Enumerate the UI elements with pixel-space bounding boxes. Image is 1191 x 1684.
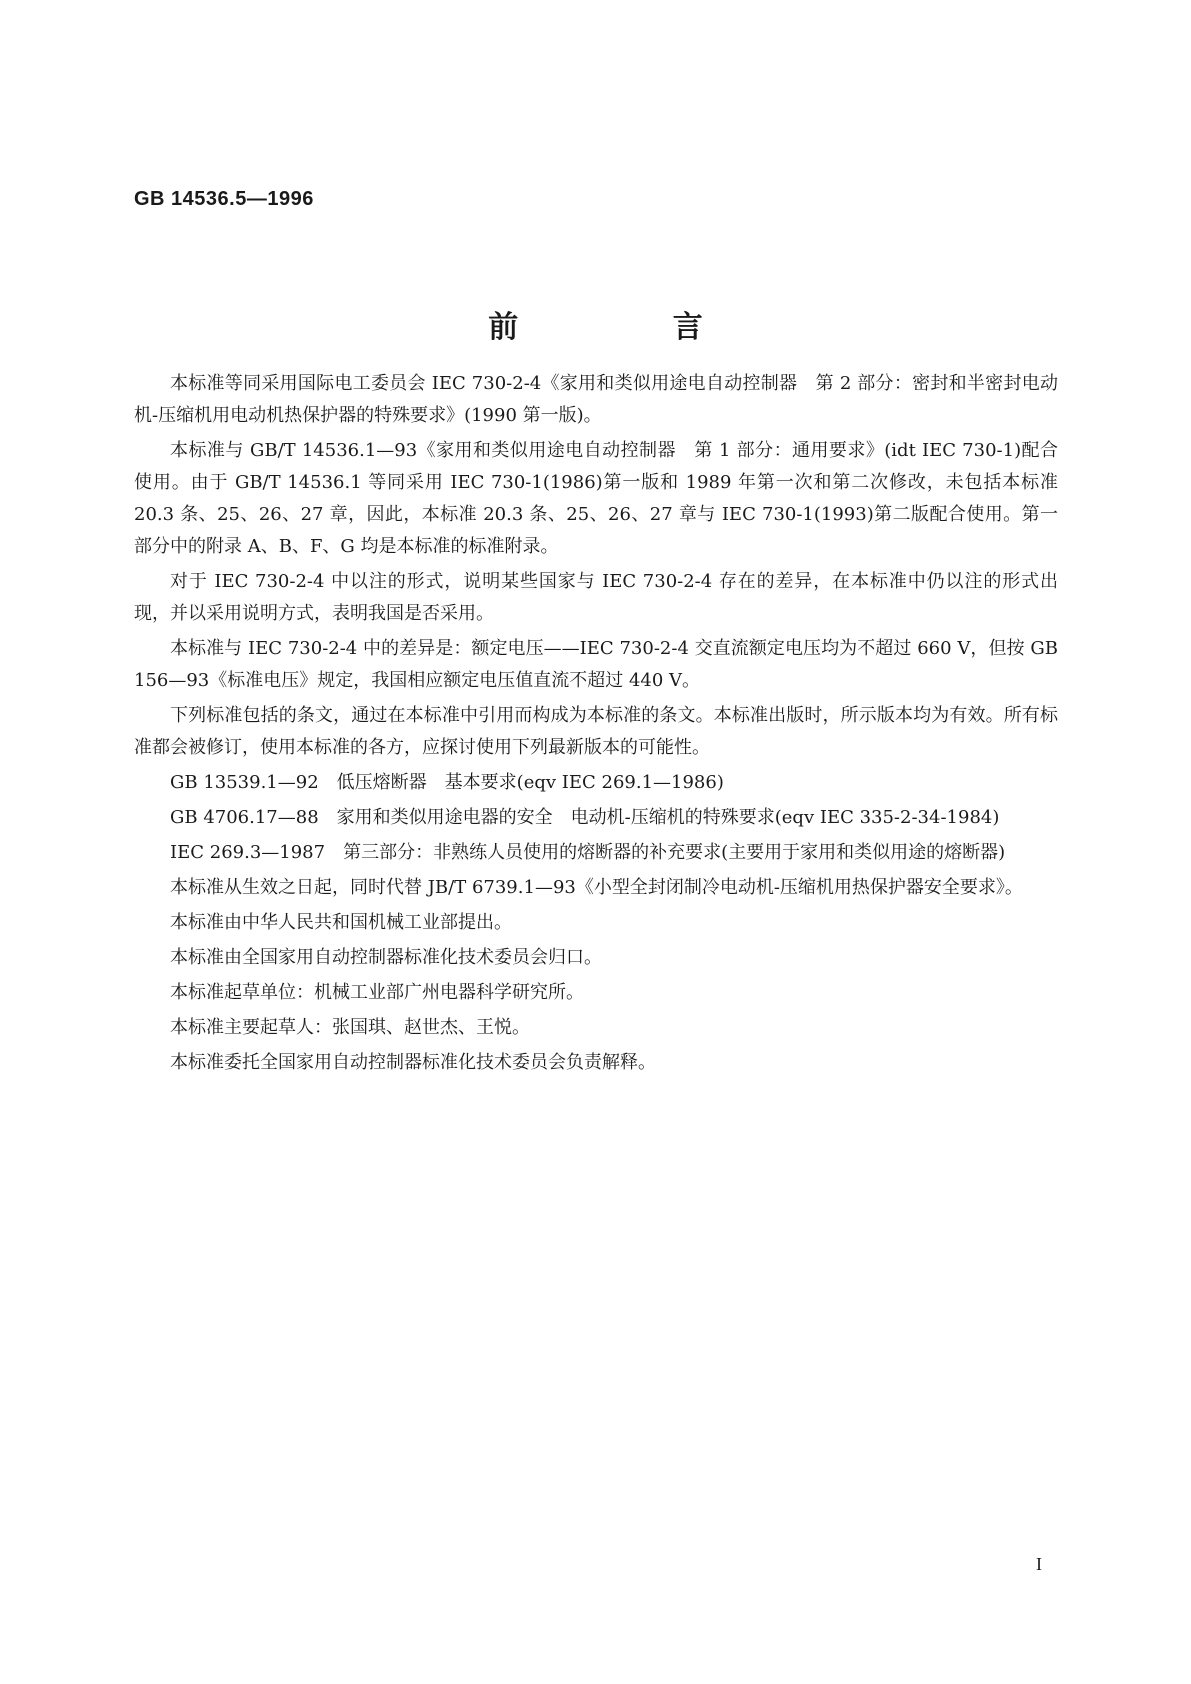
paragraph-drafters: 本标准主要起草人：张国琪、赵世杰、王悦。 — [170, 1017, 530, 1038]
page-number: I — [1036, 1554, 1042, 1574]
paragraph-drafting-unit: 本标准起草单位：机械工业部广州电器科学研究所。 — [170, 982, 584, 1003]
paragraph-notes: 对于 IEC 730-2-4 中以注的形式，说明某些国家与 IEC 730-2-4 存在的差异，在本标准中仍以注的形式出现，并以采用说明方式，表明我国是否采用。 — [134, 571, 1058, 624]
paragraph-companion-use: 本标准与 GB/T 14536.1—93《家用和类似用途电自动控制器 第 1 部分：通用要求》(idt IEC 730-1)配合使用。由于 GB/T 14536.1 等同采用 IEC 730-1(1986)第一版和 1989 年第一次和第二次修改，未包括本标准 20.3 条、25、26、27 章，因此，本标准 20.3 条、25、26、27 章与 IEC 730-1(1993)第二版配合使用。第一部分中的附录 A、B、F、G 均是本标准的标准附录。 — [134, 440, 1058, 557]
foreword-body — [134, 368, 1058, 1082]
reference-item: GB 4706.17—88 家用和类似用途电器的安全 电动机-压缩机的特殊要求(eqv IEC 335-2-34-1984) — [170, 807, 1000, 828]
paragraph-centralized-by: 本标准由全国家用自动控制器标准化技术委员会归口。 — [170, 947, 602, 968]
reference-item: IEC 269.3—1987 第三部分：非熟练人员使用的熔断器的补充要求(主要用于家用和类似用途的熔断器) — [170, 842, 1006, 863]
paragraph-differences: 本标准与 IEC 730-2-4 中的差异是：额定电压——IEC 730-2-4 交直流额定电压均为不超过 660 V，但按 GB 156—93《标准电压》规定，我国相应额定电压值直流不超过 440 V。 — [134, 638, 1058, 691]
paragraph-referenced-standards: 下列标准包括的条文，通过在本标准中引用而构成为本标准的条文。本标准出版时，所示版本均为有效。所有标准都会被修订，使用本标准的各方，应探讨使用下列最新版本的可能性。 — [134, 705, 1058, 758]
standard-code: GB 14536.5—1996 — [134, 188, 314, 210]
paragraph-replacement: 本标准从生效之日起，同时代替 JB/T 6739.1—93《小型全封闭制冷电动机-压缩机用热保护器安全要求》。 — [170, 877, 1023, 898]
paragraph-interpretation: 本标准委托全国家用自动控制器标准化技术委员会负责解释。 — [170, 1052, 656, 1073]
paragraph-proposer: 本标准由中华人民共和国机械工业部提出。 — [170, 912, 512, 933]
reference-item: GB 13539.1—92 低压熔断器 基本要求(eqv IEC 269.1—1986) — [170, 772, 724, 793]
page-title: 前 言 — [488, 310, 775, 345]
paragraph-adoption: 本标准等同采用国际电工委员会 IEC 730-2-4《家用和类似用途电自动控制器 第 2 部分：密封和半密封电动机-压缩机用电动机热保护器的特殊要求》(1990 第一版)。 — [134, 373, 1058, 426]
